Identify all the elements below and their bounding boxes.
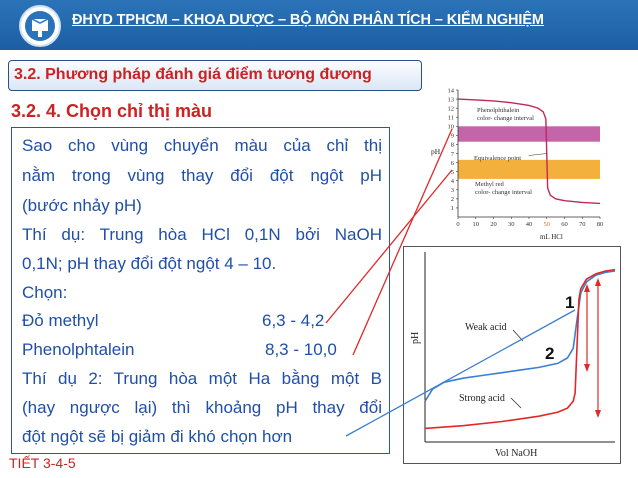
content-line-5: 0,1N; pH thay đổi đột ngột 4 – 10. xyxy=(22,254,277,273)
y-tick-label: 11 xyxy=(447,114,454,122)
y-axis-label: pH xyxy=(431,147,441,156)
range-label-2: 2 xyxy=(545,344,555,363)
y-tick-label: 13 xyxy=(447,96,454,104)
pointer-phenolphtalein xyxy=(353,129,452,355)
y-tick-label: 7 xyxy=(450,150,454,158)
y-tick-label: 4 xyxy=(450,178,454,186)
x-tick-label: 20 xyxy=(490,221,497,228)
legend-strong-acid: Strong acid xyxy=(459,393,505,404)
header-title: ĐHYD TPHCM – KHOA DƯỢC – BỘ MÔN PHÂN TÍCH – KIỂM NGHIỆM xyxy=(72,12,544,28)
subsection-title: 3.2. 4. Chọn chỉ thị màu xyxy=(11,101,213,121)
y-tick-label: 1 xyxy=(450,205,454,213)
indicator-name-methyl-red: Đỏ methyl xyxy=(22,311,99,330)
x-tick-label: 70 xyxy=(579,221,586,228)
pointer-methyl-red xyxy=(326,170,452,323)
legend-weak-acid: Weak acid xyxy=(465,322,507,333)
x-tick-label: 10 xyxy=(472,221,479,228)
x-tick-label: 40 xyxy=(525,221,533,228)
band-label-methyl-red-2: color- change interval xyxy=(475,189,532,196)
equivalence-point-label: Equivalence point xyxy=(474,155,522,162)
band-label-phenolphthalein-1: Phenolphthalein xyxy=(477,107,520,114)
x-tick-label: 60 xyxy=(561,221,568,228)
example2-line-3: đột ngột sẽ bị giảm đi khó chọn hơn xyxy=(22,427,293,446)
y-tick-label: 5 xyxy=(450,168,454,176)
x-tick-label: 30 xyxy=(508,221,515,228)
indicator-range-methyl-red: 6,3 - 4,2 xyxy=(262,311,325,330)
indicator-range-phenolphtalein: 8,3 - 10,0 xyxy=(265,340,337,359)
x-tick-label: 80 xyxy=(596,221,604,228)
content-line-4: Thí dụ: Trung hòa HCl 0,1N bởi NaOH xyxy=(22,225,382,244)
content-line-2: nằm trong vùng thay đổi đột ngột pH xyxy=(22,166,382,185)
y-tick-label: 14 xyxy=(447,87,454,95)
x-axis-label: Vol NaOH xyxy=(495,448,538,459)
pointer-example2 xyxy=(346,310,575,436)
content-line-3: (bước nhảy pH) xyxy=(22,196,142,215)
example2-line-1: Thí dụ 2: Trung hòa một Ha bằng một B xyxy=(22,369,382,388)
indicator-name-phenolphtalein: Phenolphtalein xyxy=(22,340,135,359)
footer-label: TIẾT 3-4-5 xyxy=(9,455,76,471)
y-tick-label: 12 xyxy=(447,105,454,113)
x-axis-label: mL HCl xyxy=(540,233,563,241)
band-label-phenolphthalein-2: color- change interval xyxy=(477,115,534,122)
y-tick-label: 3 xyxy=(450,187,454,195)
y-axis-label: pH xyxy=(410,331,421,344)
y-tick-label: 10 xyxy=(447,123,454,131)
content-line-6: Chọn: xyxy=(22,283,68,302)
x-tick-label: 50 xyxy=(543,221,550,228)
content-line-1: Sao cho vùng chuyển màu của chỉ thị xyxy=(22,136,382,155)
section-title: 3.2. Phương pháp đánh giá điểm tương đương xyxy=(14,66,372,83)
band-label-methyl-red-1: Methyl red xyxy=(475,181,504,188)
y-tick-label: 8 xyxy=(450,141,454,149)
y-tick-label: 2 xyxy=(450,196,454,204)
y-tick-label: 6 xyxy=(450,159,454,167)
example2-line-2: (hay ngược lại) thì khoảng pH thay đổi xyxy=(22,398,382,417)
x-tick-label: 0 xyxy=(456,221,460,228)
y-tick-label: 9 xyxy=(450,132,454,140)
range-label-1: 1 xyxy=(565,293,575,312)
